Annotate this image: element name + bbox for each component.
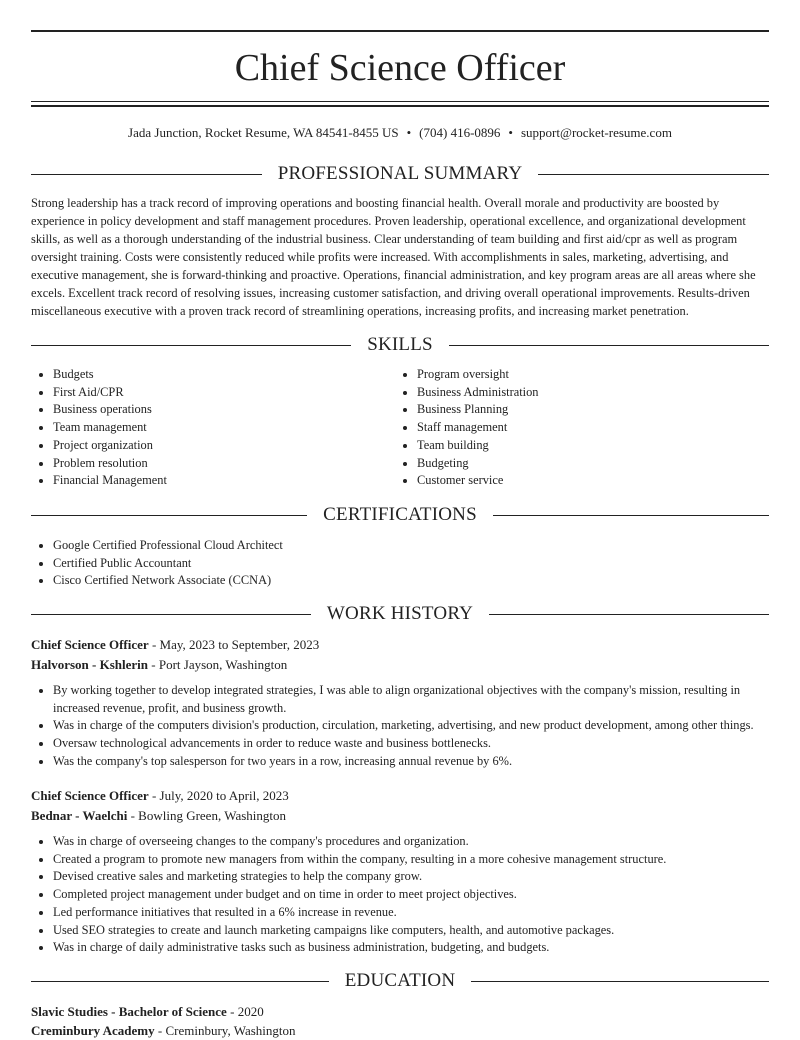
resume-title: Chief Science Officer [234,47,566,89]
skill-item: Budgeting [395,455,755,473]
job-bullet: Was in charge of daily administrative tasks such as business administration, budgeting, and budgets. [31,939,769,957]
education-year: 2020 [237,1004,264,1019]
certification-item: Cisco Certified Network Associate (CCNA) [31,572,769,590]
education-school-line: Creminbury Academy - Creminbury, Washington [31,1023,296,1038]
education-school: Creminbury Academy [31,1023,155,1038]
section-title: SKILLS [367,334,433,355]
skill-item: Business Planning [395,401,755,419]
job-bullet: Led performance initiatives that resulted in a 6% increase in revenue. [31,904,769,922]
skill-item: Team building [395,437,755,455]
skill-item: Project organization [31,437,391,455]
job-location: Port Jayson, Washington [158,657,288,672]
job-dates: May, 2023 to September, 2023 [159,637,320,652]
job-company-line: Bednar - Waelchi - Bowling Green, Washington [31,808,286,823]
job-company-line: Halvorson - Kshlerin - Port Jayson, Washington [31,657,288,672]
job-bullet: Created a program to promote new managers from within the company, resulting in a more cohesive management structure. [31,851,769,869]
contact-line [31,124,769,142]
job-dates: July, 2020 to April, 2023 [159,788,289,803]
heading-rule [31,614,311,615]
education-location: Creminbury, Washington [165,1023,296,1038]
section-title: EDUCATION [344,970,456,991]
section-title: PROFESSIONAL SUMMARY [277,163,523,184]
job-bullet: By working together to develop integrated strategies, I was able to align organizational objectives with the company's mission, resulting in increased revenue, profit, and business growth. [31,682,769,717]
heading-rule [471,981,769,982]
skill-item: Business operations [31,401,391,419]
skills-list-left [31,366,391,490]
contact-address: Jada Junction, Rocket Resume, WA 84541-8455 US [128,125,399,140]
section-heading-work [31,602,769,626]
certification-item: Certified Public Accountant [31,555,769,573]
section-title: CERTIFICATIONS [323,504,477,525]
job-bullets [31,833,769,957]
skill-item: Staff management [395,419,755,437]
job-title: Chief Science Officer [31,637,149,652]
skill-item: Problem resolution [31,455,391,473]
skill-item: First Aid/CPR [31,384,391,402]
job-company: Bednar - Waelchi [31,808,128,823]
contact-phone: (704) 416-0896 [419,125,501,140]
skill-item: Customer service [395,472,755,490]
certification-item: Google Certified Professional Cloud Architect [31,537,769,555]
skill-item: Business Administration [395,384,755,402]
skills-list-right [395,366,755,490]
job-bullets [31,682,769,771]
skill-item: Budgets [31,366,391,384]
heading-rule [489,614,769,615]
heading-rule [493,515,769,516]
job-company: Halvorson - Kshlerin [31,657,149,672]
section-heading-skills [31,333,769,357]
contact-separator: • [406,125,412,140]
education-degree-line: Slavic Studies - Bachelor of Science - 2020 [31,1004,264,1019]
heading-rule [449,345,769,346]
job-bullet: Was in charge of the computers division's production, circulation, marketing, advertising, and new product development, among other things. [31,717,769,735]
job-bullet: Oversaw technological advancements in order to reduce waste and business bottlenecks. [31,735,769,753]
job-bullet: Was in charge of overseeing changes to the company's procedures and organization. [31,833,769,851]
section-title: WORK HISTORY [326,603,474,624]
job-title-line: Chief Science Officer - July, 2020 to April, 2023 [31,788,289,803]
title-rule-thin [31,101,769,102]
job-bullet: Used SEO strategies to create and launch marketing campaigns like computers, health, and automotive packages. [31,922,769,940]
section-heading-summary [31,162,769,186]
education-degree: Slavic Studies - Bachelor of Science [31,1004,227,1019]
section-heading-certifications [31,503,769,527]
section-heading-education [31,969,769,993]
certifications-list [31,537,769,590]
contact-separator: • [508,125,513,140]
job-title-line: Chief Science Officer - May, 2023 to September, 2023 [31,637,320,652]
job-title: Chief Science Officer [31,788,149,803]
top-rule [31,30,769,32]
job-bullet: Was the company's top salesperson for two years in a row, increasing annual revenue by 6%. [31,753,769,771]
job-bullet: Completed project management under budget and on time in order to meet project objectives. [31,886,769,904]
job-bullet: Devised creative sales and marketing strategies to help the company grow. [31,868,769,886]
heading-rule [31,981,329,982]
summary-text: Strong leadership has a track record of improving operations and boosting financial health. Overall morale and productivity are boosted by experience in policy development and staff management procedures. Proven leadership, operational excellence, and organizational development skills, as well as a thorough understanding of the industrial business. Clear understanding of team building and first aid/cpr as well as program oversight training. Costs were consistently reduced while profits were increased. With accomplishments in sales, marketing, advertising, and executive management, she is forward-thinking and proactive. Operations, financial administration, and key program areas are all areas where she excels. Excellent track record of resolving issues, increasing customer satisfaction, and driving overall operational improvements. Results-driven miscellaneous executive with a proven track record of streamlining operations, increasing profits, and increasing market penetration. [31,196,756,318]
job-location: Bowling Green, Washington [138,808,286,823]
skill-item: Financial Management [31,472,391,490]
skill-item: Program oversight [395,366,755,384]
heading-rule [31,174,262,175]
heading-rule [538,174,769,175]
heading-rule [31,345,351,346]
heading-rule [31,515,307,516]
title-rule-thick [31,105,769,107]
skill-item: Team management [31,419,391,437]
contact-email[interactable]: support@rocket-resume.com [520,125,672,140]
